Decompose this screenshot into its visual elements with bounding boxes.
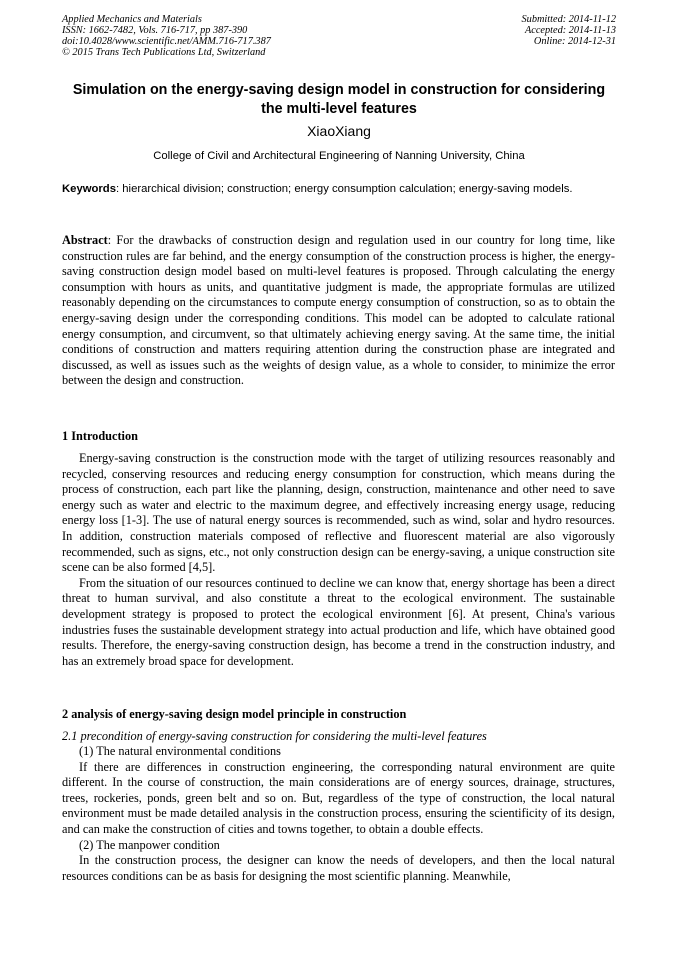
journal-header — [62, 14, 271, 58]
section-1-body — [62, 451, 615, 669]
submitted-date: Submitted: 2014-11-12 — [521, 14, 616, 25]
keywords — [62, 182, 615, 197]
abstract-text: : For the drawbacks of construction design and regulation used in our country for long time, like construction rules are far behind, and the energy consumption of the construction process is higher, the energy-saving construction design model based on multi-level features is proposed. Through calculating the energy consumption with hours as units, and quantitative judgment is made, the appropriate formulas are utilized reasonably depending on the circumstances to compute energy consumption of construction, so as to obtain the energy-saving design under the corresponding conditions. This model can be adopted to calculate rational energy consumption, and circumvent, so that ultimately achieving energy saving. At the same time, the initial conditions of construction and matters requiring attention during the construction phase are integrated and discussed, as well as issues such as the weights of design value, as a whole to consider, to minimize the error between the design and construction. — [62, 233, 615, 388]
author-affiliation: College of Civil and Architectural Engineering of Nanning University, China — [153, 150, 525, 162]
abstract-label: Abstract — [62, 233, 108, 247]
list-item: (1) The natural environmental conditions — [79, 744, 281, 758]
list-item: (2) The manpower condition — [79, 837, 220, 852]
paragraph: From the situation of our resources continued to decline we can know that, energy shortage has been a direct threat to human survival, and also constitute a threat to the ecological environment. The sustainable development strategy is proposed to protect the ecological environment [6]. At present, China's various industries fuses the sustainable development strategy into actual production and life, which have obtained good results. Therefore, the energy-saving construction design, has become a trend in the construction industry, and has an extremely broad space for development. — [62, 575, 615, 668]
paragraph: If there are differences in construction engineering, the corresponding natural environment are quite different. In the course of construction, the main considerations are of energy sources, drainage, structures, trees, rockeries, ponds, green belt and so on. But, regardless of the type of construction, the local natural environment must be made detailed analysis in the construction process, ensuring the scientificity of its design, and can make the construction of cities and towns together, to obtain a double effects. — [62, 759, 615, 836]
journal-issn: ISSN: 1662-7482, Vols. 716-717, pp 387-390 — [62, 25, 248, 36]
keywords-text: : hierarchical division; construction; energy consumption calculation; energy-saving models. — [116, 183, 573, 195]
dates-header — [522, 14, 616, 47]
keywords-label: Keywords — [62, 183, 116, 195]
online-date: Online: 2014-12-31 — [533, 36, 616, 47]
author-name: XiaoXiang — [307, 123, 371, 139]
section-heading: 1 Introduction — [62, 429, 138, 443]
subsection-heading: 2.1 precondition of energy-saving construction for considering the multi-level features — [62, 729, 487, 743]
accepted-date: Accepted: 2014-11-13 — [524, 25, 616, 36]
journal-name: Applied Mechanics and Materials — [62, 14, 202, 25]
journal-doi: doi:10.4028/www.scientific.net/AMM.716-717.387 — [62, 36, 271, 47]
journal-copyright: © 2015 Trans Tech Publications Ltd, Switzerland — [62, 47, 266, 58]
abstract — [62, 233, 615, 389]
paragraph: In the construction process, the designer can know the needs of developers, and then the local natural resources conditions can be as basis for designing the most scientific planning. Meanwhile, — [62, 853, 615, 883]
section-heading: 2 analysis of energy-saving design model principle in construction — [62, 707, 407, 721]
section-2-body — [62, 744, 615, 884]
paragraph: Energy-saving construction is the construction mode with the target of utilizing resources reasonably and recycled, conserving resources and reducing energy consumption for construction, which means during the process of construction, each part like the planning, design, construction, maintenance and other need to save energy such as water and electric to the maximum degree, and effectively increasing energy usage, reducing energy loss [1-3]. The use of natural energy sources is recommended, such as wind, solar and hydro resources. In addition, construction materials composed of reflective and fluorescent material are also vigorously recommended, such as signs, etc., not only construction design can be energy-saving, a unique construction site scene can be also formed [4,5]. — [62, 451, 615, 575]
paper-title: Simulation on the energy-saving design model in construction for considering the multi-level features — [72, 82, 606, 117]
